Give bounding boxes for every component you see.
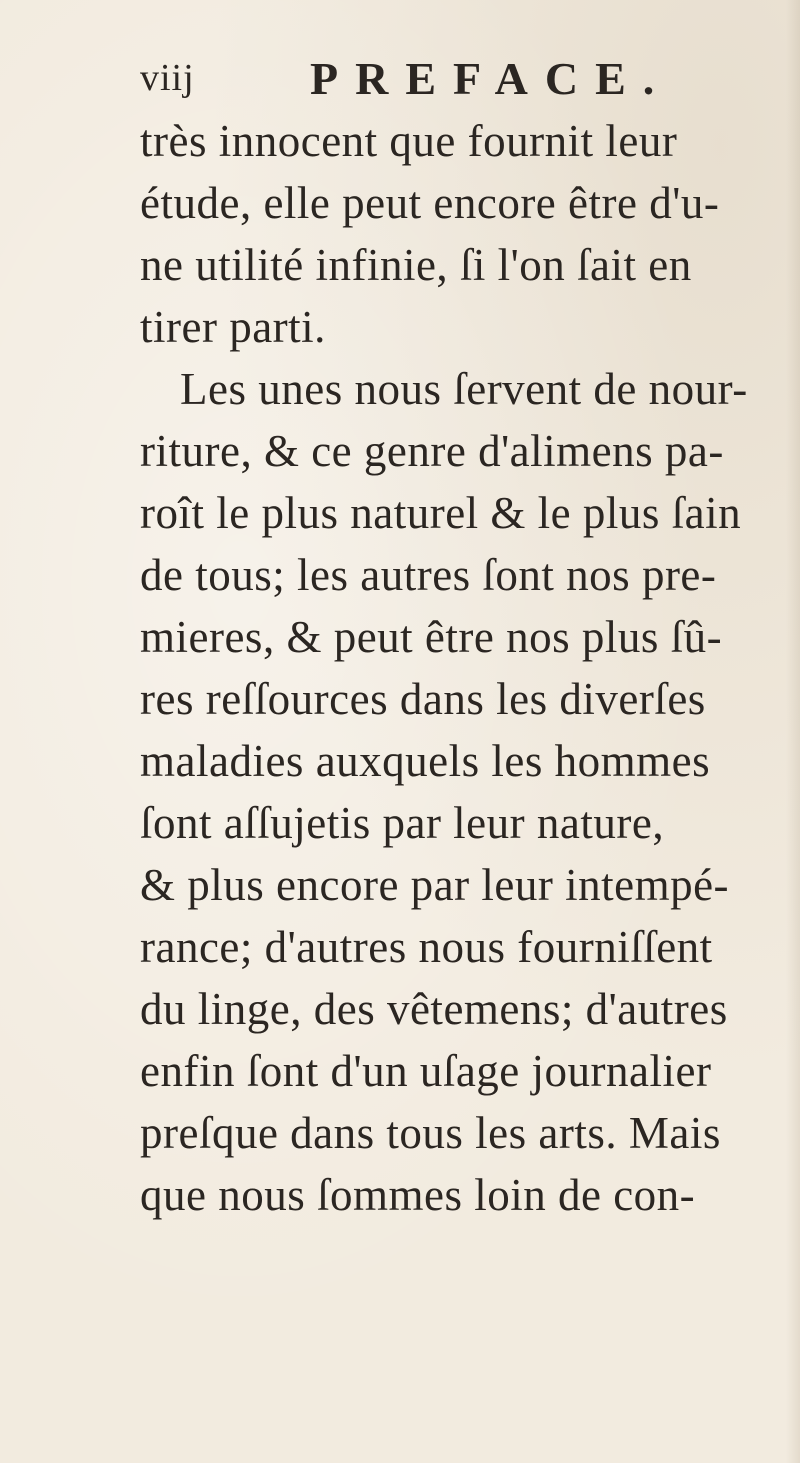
- text-line: très innocent que fournit leur: [140, 116, 678, 166]
- text-line: ne utilité infinie, ſi l'on ſait en: [140, 240, 692, 290]
- text-line: ſont aſſujetis par leur nature,: [140, 798, 665, 848]
- body-text: [140, 110, 770, 1226]
- text-line: res reſſources dans les diverſes: [140, 674, 706, 724]
- text-line: & plus encore par leur intempé-: [140, 860, 730, 910]
- text-line: rance; d'autres nous fourniſſent: [140, 922, 713, 972]
- text-line: tirer parti.: [140, 302, 326, 352]
- text-line: riture, & ce genre d'alimens pa-: [140, 426, 724, 476]
- page-edge-shadow: [786, 0, 800, 1463]
- text-line: de tous; les autres ſont nos pre-: [140, 550, 717, 600]
- page-number: viij: [140, 57, 195, 99]
- text-line: preſque dans tous les arts. Mais: [140, 1108, 721, 1158]
- text-line: maladies auxquels les hommes: [140, 736, 711, 786]
- page-header: [140, 52, 700, 102]
- text-line: du linge, des vêtemens; d'autres: [140, 984, 728, 1034]
- paragraph-start-line: Les unes nous ſervent de nour-: [180, 364, 748, 414]
- text-line: que nous ſommes loin de con-: [140, 1170, 696, 1220]
- running-head: PREFACE.: [310, 53, 672, 104]
- text-line: mieres, & peut être nos plus ſû-: [140, 612, 723, 662]
- text-line: étude, elle peut encore être d'u-: [140, 178, 720, 228]
- text-line: enfin ſont d'un uſage journalier: [140, 1046, 712, 1096]
- text-line: roît le plus naturel & le plus ſain: [140, 488, 742, 538]
